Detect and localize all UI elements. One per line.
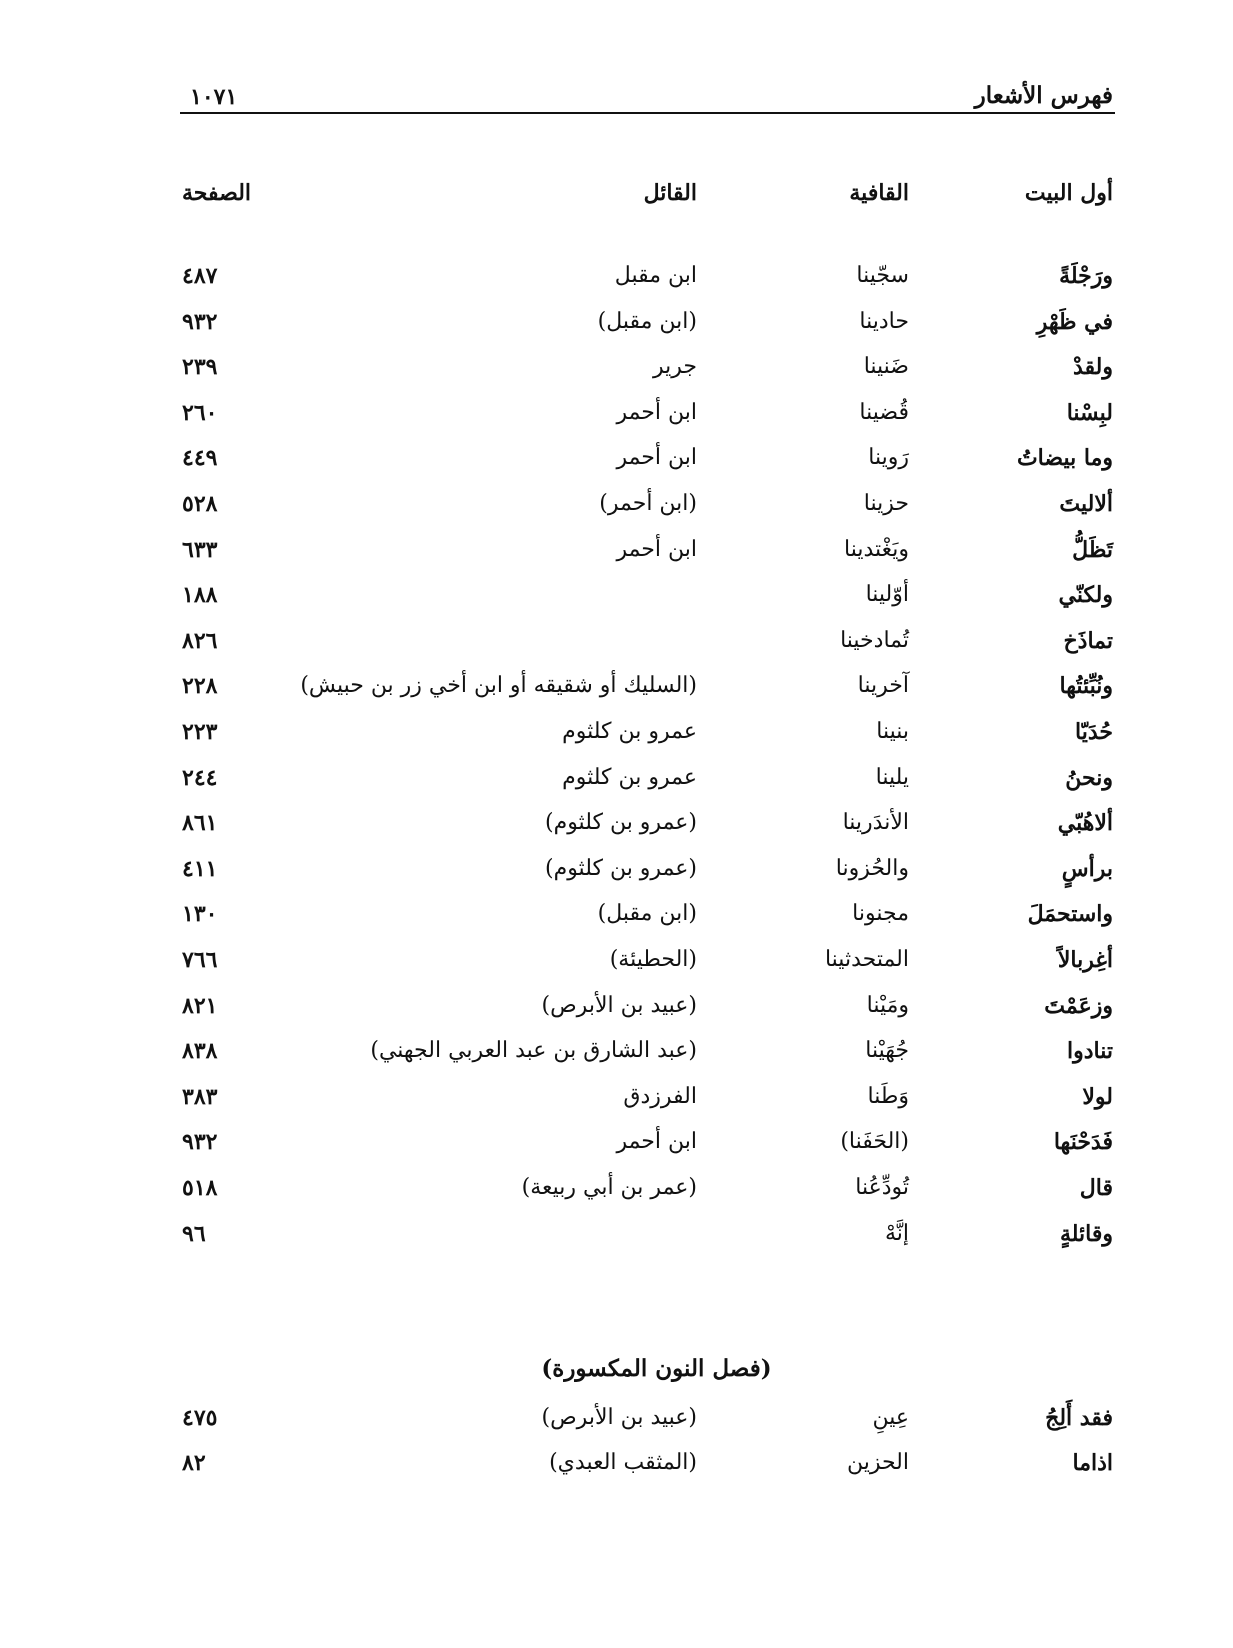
page-cell: ٧٦٦ [182, 947, 218, 973]
qafia-cell: الأندَرينا [842, 810, 909, 836]
bait-cell: في ظَهْرِ [1036, 308, 1113, 335]
bait-cell: لبِسْنا [1066, 399, 1113, 426]
page-cell: ٢٢٣ [182, 719, 218, 745]
qafia-cell: يلينا [875, 764, 909, 790]
qafia-cell: آخرينا [857, 673, 909, 699]
table-row [0, 445, 1233, 489]
qafia-cell: ضَنينا [863, 354, 909, 380]
table-row [0, 1084, 1233, 1128]
bait-cell: وقائلةٍ [1059, 1220, 1113, 1247]
qafia-cell: رَوينا [868, 445, 909, 471]
table-row [0, 765, 1233, 809]
page-cell: ٣٨٣ [182, 1083, 218, 1110]
table-row [0, 1038, 1233, 1082]
qafia-cell: وَطَنا [867, 1083, 909, 1109]
column-header-bait: أول البيت [1024, 180, 1113, 206]
qail-cell: ابن أحمر [616, 536, 697, 562]
table-row [0, 673, 1233, 717]
section-title [0, 1355, 1233, 1382]
section-title-text: (فصل النون المكسورة) [541, 1355, 772, 1382]
qafia-cell: جُهَيْنا [865, 1038, 909, 1064]
table-row [0, 400, 1233, 444]
qafia-cell: والحُزونا [835, 855, 909, 881]
qail-cell: ابن مقبل [614, 263, 697, 288]
table-row [0, 491, 1233, 535]
page-cell: ٢٣٩ [182, 354, 218, 381]
qafia-cell: الحزين [846, 1450, 909, 1475]
column-header-page: الصفحة [182, 180, 252, 206]
table-row [0, 810, 1233, 854]
qafia-cell: تُودِّعُنا [855, 1175, 909, 1200]
page-cell: ٨٢١ [182, 992, 218, 1019]
page-cell: ٨٢ [182, 1450, 206, 1476]
table-row [0, 1405, 1233, 1449]
qail-cell: (عمرو بن كلثوم) [544, 855, 697, 881]
table-row [0, 993, 1233, 1037]
table-row [0, 263, 1233, 307]
table-row [0, 1175, 1233, 1219]
table-row [0, 582, 1233, 626]
bait-cell: وزعَمْتَ [1044, 992, 1113, 1019]
qafia-cell: أوّلينا [865, 582, 909, 608]
bait-cell: ورَجْلَةً [1059, 263, 1113, 289]
qafia-cell: بنينا [876, 719, 909, 744]
table-row [0, 1221, 1233, 1265]
qail-cell: عمرو بن كلثوم [562, 719, 697, 744]
bait-cell: تماذَخ [1063, 627, 1113, 654]
page-cell: ٢٦٠ [182, 399, 218, 426]
qail-cell: (عمر بن أبي ربيعة) [521, 1175, 697, 1200]
bait-cell: فَدَحْنَها [1053, 1129, 1113, 1156]
page-cell: ١٣٠ [182, 901, 218, 928]
qafia-cell: تُمادخينا [840, 627, 909, 653]
bait-cell: تَظَلُّ [1072, 536, 1113, 563]
page-cell: ٨٦١ [182, 810, 218, 837]
bait-cell: تنادوا [1067, 1038, 1113, 1065]
qafia-cell: حزينا [863, 491, 909, 516]
bait-cell: قال [1079, 1175, 1113, 1201]
bait-cell: برأسٍ [1061, 855, 1113, 882]
table-row [0, 309, 1233, 353]
table-row [0, 628, 1233, 672]
page-cell: ٨٣٨ [182, 1038, 218, 1065]
table-row [0, 537, 1233, 581]
table-row [0, 719, 1233, 763]
qail-cell: (ابن أحمر) [599, 491, 697, 516]
qail-cell: ابن أحمر [616, 445, 697, 471]
page-cell: ٦٣٣ [182, 536, 218, 563]
page-header-title: فهرس الأشعار [974, 82, 1113, 109]
qail-cell: ابن أحمر [616, 1129, 697, 1155]
qail-cell: (عبيد بن الأبرص) [541, 1405, 697, 1430]
page-cell: ٥١٨ [182, 1175, 218, 1201]
page-cell: ٩٣٢ [182, 1129, 218, 1156]
page-cell: ٤٧٥ [182, 1405, 218, 1431]
qafia-cell: مجنونا [852, 901, 909, 927]
bait-cell: واستحمَلَ [1027, 901, 1113, 928]
page-cell: ٩٦ [182, 1220, 206, 1247]
page-number: ١٠٧١ [190, 84, 238, 110]
bait-cell: أغِربالاً [1057, 947, 1113, 973]
page-cell: ٥٢٨ [182, 491, 218, 517]
qail-cell: (المثقب العبدي) [549, 1450, 697, 1475]
table-row [0, 856, 1233, 900]
qafia-cell: قُضينا [859, 399, 909, 425]
page-cell: ٤٨٧ [182, 263, 218, 289]
page-cell: ٤١١ [182, 855, 218, 882]
table-row [0, 1129, 1233, 1173]
qail-cell: (ابن مقبل) [597, 308, 697, 334]
bait-cell: حُدَيّا [1075, 719, 1113, 745]
table-row [0, 947, 1233, 991]
qafia-cell: (الحَفَنا) [840, 1129, 909, 1155]
page-cell: ١٨٨ [182, 582, 218, 609]
qafia-cell: حادينا [859, 308, 909, 334]
page-cell: ٩٣٢ [182, 308, 218, 335]
qail-cell: (الحطيئة) [609, 947, 697, 972]
page-cell: ٢٤٤ [182, 764, 218, 791]
bait-cell: ألاهُبّي [1057, 810, 1113, 837]
page-cell: ٨٢٦ [182, 627, 218, 654]
qafia-cell: ويَغْتدينا [843, 536, 909, 562]
table-row [0, 354, 1233, 398]
qail-cell: (السليك أو شقيقه أو ابن أخي زر بن حبيش) [300, 673, 697, 699]
bait-cell: اذاما [1072, 1450, 1113, 1476]
qail-cell: الفرزدق [623, 1083, 697, 1109]
qafia-cell: المتحدثينا [824, 947, 909, 972]
bait-cell: لولا [1082, 1083, 1113, 1110]
bait-cell: فقد أَلِجُ [1045, 1405, 1113, 1431]
bait-cell: ونُبِّئتُها [1059, 673, 1113, 700]
qail-cell: (عبد الشارق بن عبد العربي الجهني) [370, 1038, 697, 1064]
qail-cell: جرير [653, 354, 697, 380]
bait-cell: وما بيضاتُ [1016, 445, 1113, 472]
qafia-cell: إنَّهْ [884, 1220, 909, 1246]
qail-cell: (عبيد بن الأبرص) [541, 992, 697, 1018]
table-row [0, 1450, 1233, 1494]
qafia-cell: سجّينا [856, 263, 909, 288]
qail-cell: (ابن مقبل) [597, 901, 697, 927]
qail-cell: عمرو بن كلثوم [562, 764, 697, 790]
page-cell: ٢٢٨ [182, 673, 218, 700]
qafia-cell: ومَيْنا [866, 992, 909, 1018]
qafia-cell: عِينِ [872, 1405, 909, 1430]
bait-cell: ألاليتَ [1059, 491, 1113, 517]
column-header-qafia: القافية [849, 180, 909, 206]
column-header-qail: القائل [643, 180, 697, 206]
table-row [0, 901, 1233, 945]
qail-cell: (عمرو بن كلثوم) [544, 810, 697, 836]
header-rule [180, 112, 1115, 114]
page-cell: ٤٤٩ [182, 445, 218, 472]
bait-cell: ولكنّي [1058, 582, 1113, 609]
bait-cell: ونحنُ [1065, 764, 1113, 791]
qail-cell: ابن أحمر [616, 399, 697, 425]
bait-cell: ولقدْ [1072, 354, 1113, 381]
